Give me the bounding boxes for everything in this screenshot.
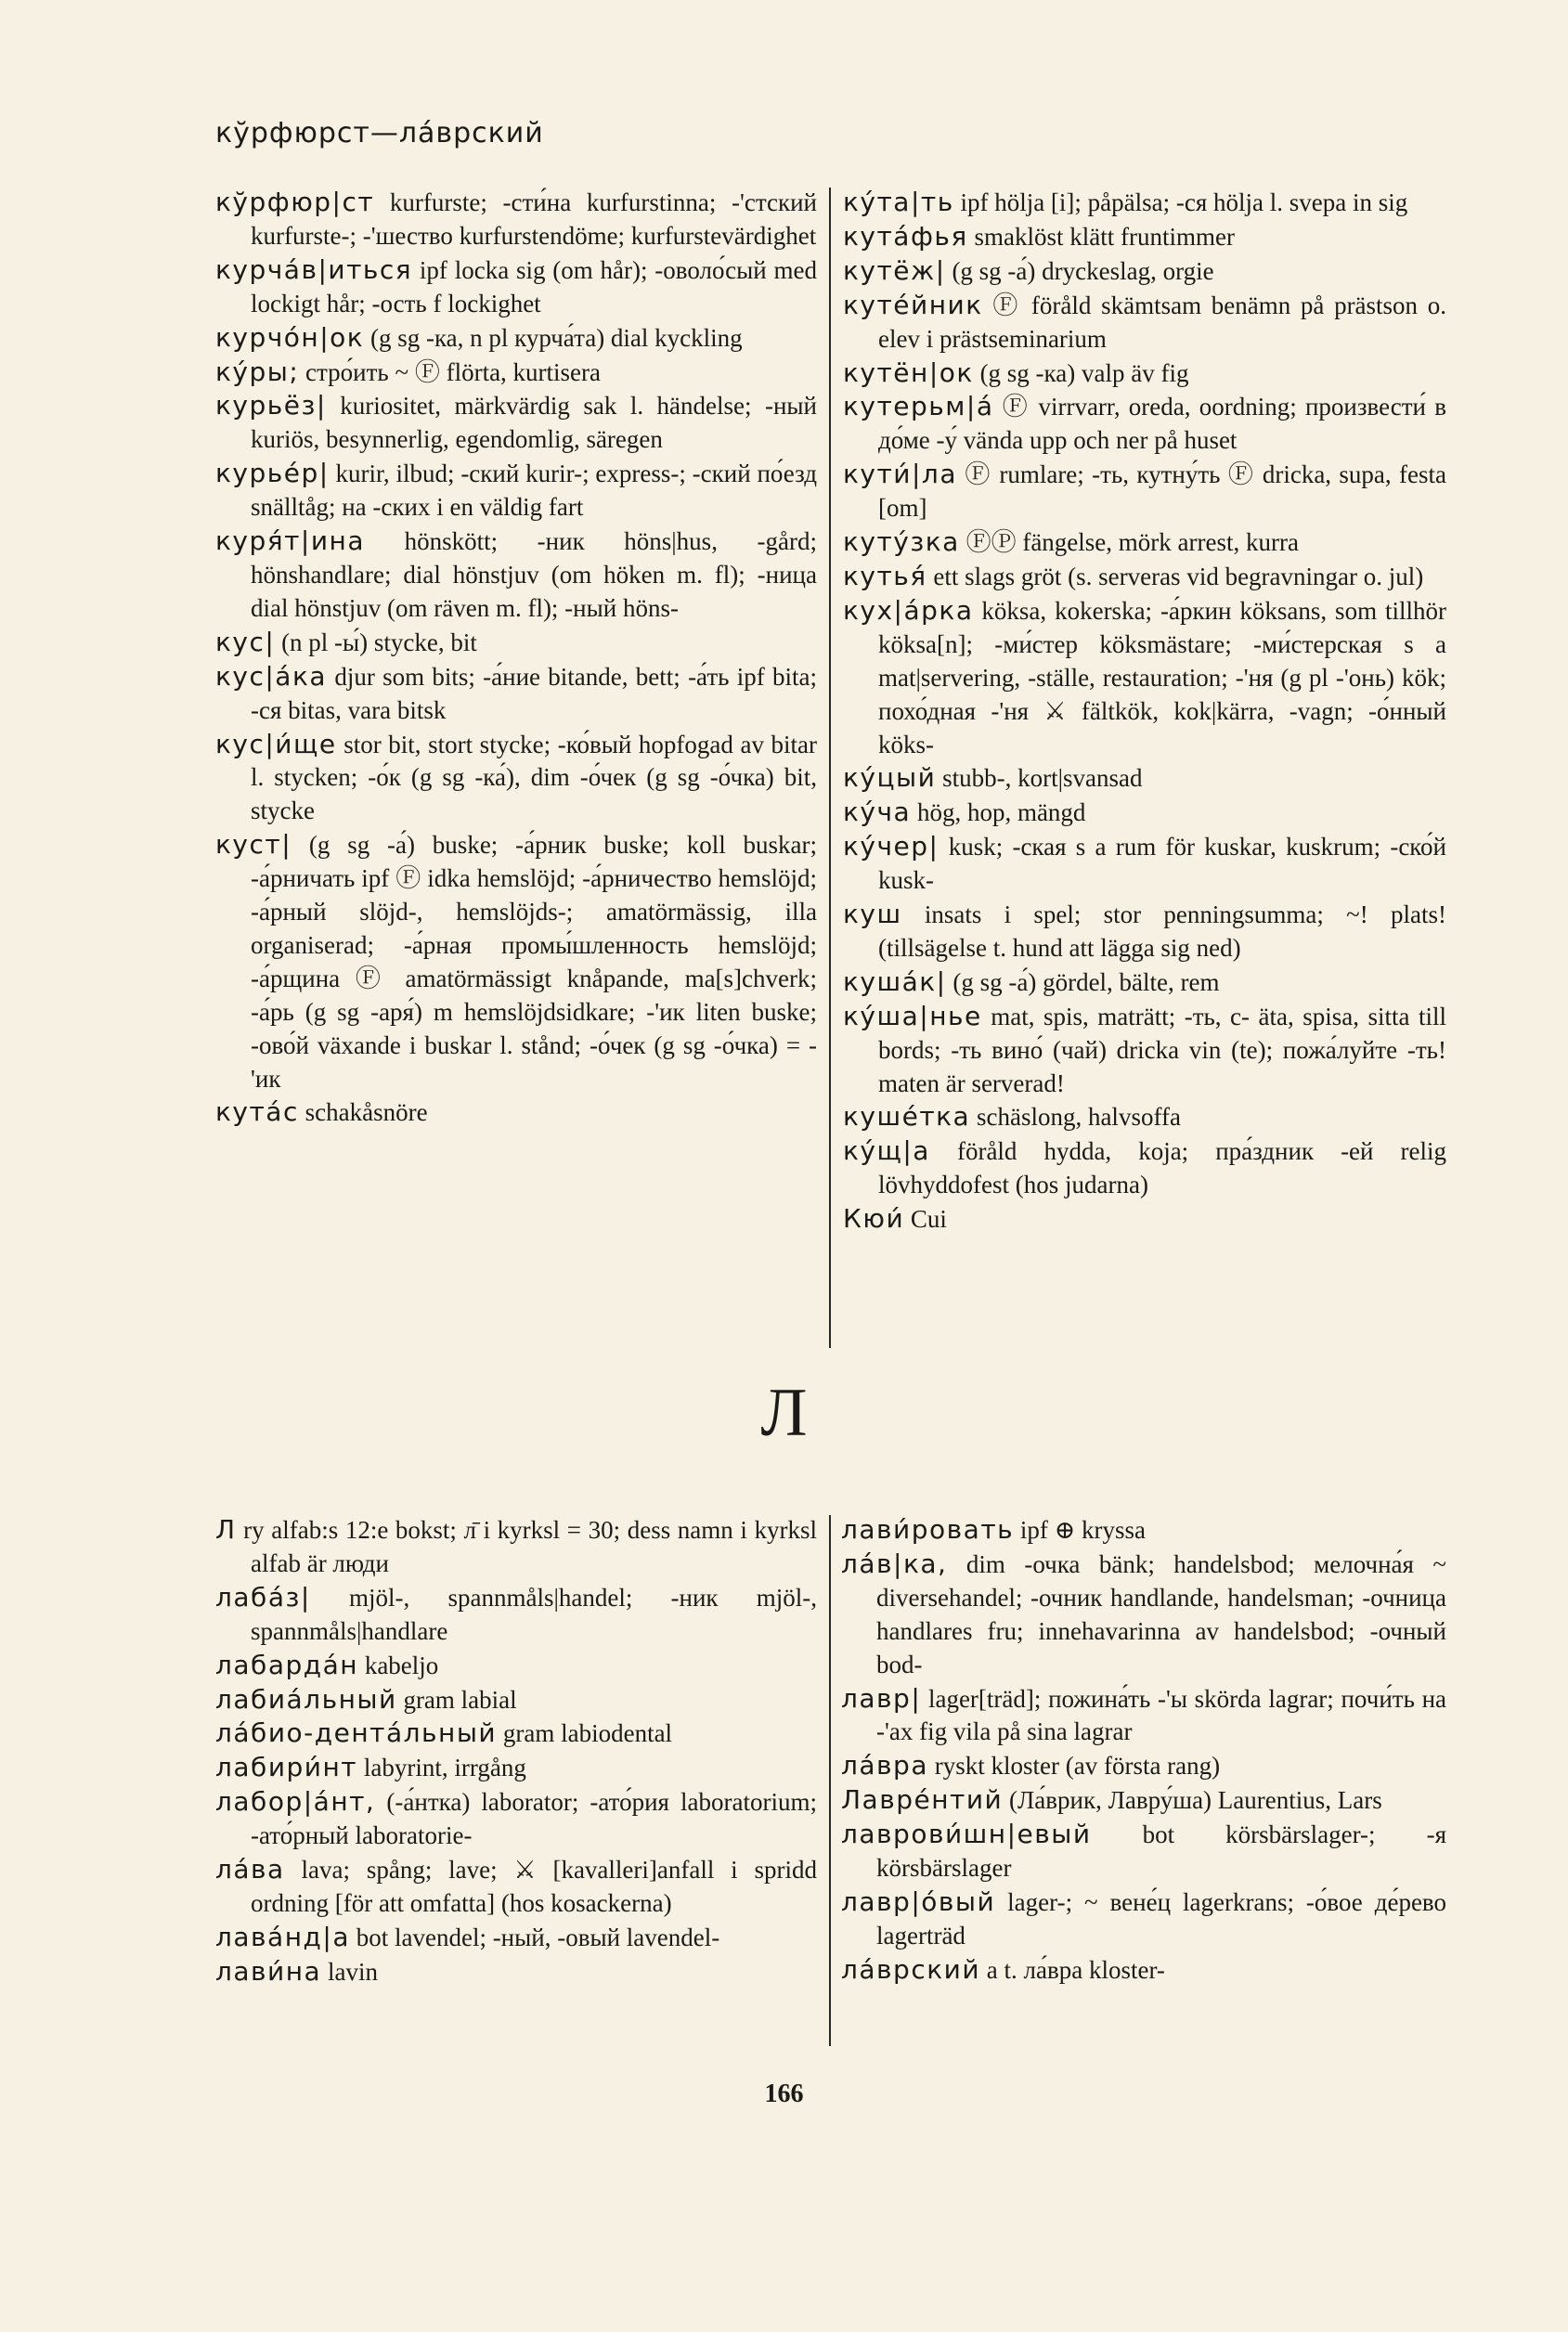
definition: labyrint, irrgång <box>357 1754 526 1782</box>
definition: stor bit, stort stycke; -ко́вый hopfogad av bitar l. stycken; -о́к (g sg -ка́), dim -о́чек (g sg -о́чка) bit, stycke <box>251 730 817 825</box>
definition: ipf ⊕ kryssa <box>1014 1516 1146 1544</box>
headword: кутён|ок <box>843 356 974 388</box>
dictionary-entry <box>215 186 817 253</box>
definition: (g sg -а́) dryckeslag, orgie <box>945 256 1214 285</box>
dictionary-entry <box>843 356 1446 391</box>
headword: кус| <box>215 626 276 657</box>
headword: кута́с <box>215 1096 299 1128</box>
dictionary-entry <box>841 1818 1446 1885</box>
headword: кух|а́рка <box>843 594 974 626</box>
headword: кутёж| <box>843 254 946 286</box>
headword: куш <box>843 899 902 930</box>
definition: ⒻⓅ fängelse, mörk arrest, kurra <box>959 528 1299 557</box>
definition: (g sg -а́) gördel, bälte, rem <box>946 967 1220 996</box>
dictionary-entry <box>843 186 1446 220</box>
definition: smaklöst klätt fruntimmer <box>967 222 1235 251</box>
dictionary-entry <box>841 1548 1446 1682</box>
definition: (g sg -ка) valp äv fig <box>973 358 1189 387</box>
definition: föråld hydda, koja; пра́здник -ей relig lövhyddofest (hos judarna) <box>878 1137 1446 1199</box>
headword: лавр|о́вый <box>841 1885 996 1917</box>
headword: куст| <box>215 829 292 861</box>
definition: köksa, kokerska; -а́ркин köksans, som tillhör köksa[n]; -ми́стер köksmästare; -ми́стерская s a mat|servering, -ställe, restauration; -'ня (g pl -'онь) kök; похо́дная -'ня ⚔ fältkök, kok|kärra, -vagn; -о́нный köks- <box>878 596 1446 758</box>
headword: Лавре́нтий <box>841 1784 1004 1816</box>
headword: кутья́ <box>843 560 927 591</box>
headword: лаба́з| <box>215 1581 311 1613</box>
headword: ку́цый <box>843 762 937 794</box>
dictionary-entry <box>843 289 1446 356</box>
dictionary-entry <box>841 1783 1446 1818</box>
headword: курчо́н|ок <box>215 321 365 353</box>
dictionary-entry <box>841 1513 1446 1548</box>
dictionary-entry <box>843 1202 1446 1237</box>
headword: лаврови́шн|евый <box>841 1819 1092 1850</box>
headword: лабиа́льный <box>215 1683 397 1715</box>
headword: куша́к| <box>843 965 947 997</box>
headword: куря́т|ина <box>215 525 366 557</box>
headword: ку́чер| <box>843 831 940 862</box>
dictionary-entry <box>215 660 817 728</box>
dictionary-entry <box>843 390 1446 458</box>
column-top-right <box>843 186 1446 1237</box>
definition: (g sg -ка, n pl курча́та) dial kyckling <box>364 323 743 352</box>
definition: Ⓕ virrvarr, oreda, oordning; произвести́ в до́ме -у́ vända upp och ner på huset <box>878 393 1446 455</box>
headword: лабири́нт <box>215 1752 358 1783</box>
definition: ry alfab:s 12:e bokst; л̄ i kyrksl = 30; dess namn i kyrksl alfab är люди <box>236 1516 817 1577</box>
headword: ла́ва <box>215 1854 285 1885</box>
definition: schakåsnöre <box>298 1098 428 1127</box>
headword: куте́йник <box>843 289 983 320</box>
page-number: 166 <box>764 2079 804 2108</box>
dictionary-entry <box>841 1953 1446 1988</box>
definition: lager[träd]; пожина́ть -'ы skörda lagrar; почи́ть на -'ах fig vila på sina lagrar <box>876 1684 1446 1746</box>
headword: лабор|а́нт, <box>215 1786 376 1818</box>
headword: кус|и́ще <box>215 728 337 759</box>
dictionary-entry <box>215 1853 817 1921</box>
definition: стро́ить ~ Ⓕ flörta, kurtisera <box>299 357 602 386</box>
dictionary-entry <box>843 1134 1446 1202</box>
definition: gram labiodental <box>497 1719 673 1748</box>
headword: кутерьм|а́ <box>843 391 994 422</box>
definition: mat, spis, maträtt; -ть, с- äta, spisa, sitta till bords; -ть вино́ (чай) dricka vin (te); пожа́луйте -ть! maten är serverad! <box>878 1002 1446 1097</box>
dictionary-entry <box>843 560 1446 594</box>
dictionary-entry <box>843 796 1446 830</box>
definition: lavin <box>321 1957 378 1986</box>
definition: bot lavendel; -ный, -овый lavendel- <box>349 1923 720 1951</box>
definition: kusk; -ская s a rum för kuskar, kuskrum; -ско́й kusk- <box>878 833 1446 895</box>
headword: кута́фья <box>843 220 968 252</box>
headword: ку́та|ть <box>843 187 954 217</box>
definition: (g sg -а́) buske; -а́рник buske; koll buskar; -а́рничать ipf Ⓕ idka hemslöjd; -а́рничество hemslöjd; -а́рный slöjd-, hemslöjds-; amatörmässig, illa organiserad; -а́рная промы́шленность hemslöjd; -а́рщина Ⓕ amatörmässigt knåpande, ma[s]chverk; -а́рь (g sg -аря́) m hemslöjdsidkare; -'ик liten buske; -ово́й växande i buskar l. stånd; -о́чек (g sg -о́чка) = -'ик <box>251 831 817 1093</box>
dictionary-entry <box>215 1513 817 1581</box>
definition: kuriositet, märkvärdig sak l. händelse; -ный kuriös, besynnerlig, egendomlig, säregen <box>251 392 817 454</box>
headword: куше́тка <box>843 1101 971 1133</box>
headword: куту́зка <box>843 526 960 558</box>
dictionary-entry <box>215 1683 817 1717</box>
dictionary-entry <box>843 761 1446 796</box>
dictionary-entry <box>215 321 817 356</box>
dictionary-entry <box>215 728 817 829</box>
definition: ett slags gröt (s. serveras vid begravningar o. jul) <box>927 562 1424 590</box>
column-bottom-left <box>215 1513 817 1989</box>
dictionary-entry <box>215 1921 817 1955</box>
dictionary-entry <box>841 1885 1446 1953</box>
headword: лабарда́н <box>215 1649 359 1680</box>
column-divider-top <box>829 188 831 1348</box>
definition: a t. ла́вра kloster- <box>980 1955 1165 1984</box>
definition: mjöl-, spannmåls|handel; -ник mjöl-, spannmåls|handlare <box>251 1583 817 1645</box>
dictionary-entry <box>215 828 817 1095</box>
headword: кус|а́ка <box>215 660 328 692</box>
definition: (Ла́врик, Лавру́ша) Laurentius, Lars <box>1003 1786 1382 1815</box>
column-divider-bottom <box>829 1515 831 2046</box>
dictionary-entry <box>215 389 817 457</box>
definition: (-а́нтка) laborator; -ато́рия laboratorium; -ато́рный laboratorie- <box>251 1788 817 1850</box>
dictionary-entry <box>215 1095 817 1130</box>
headword: ла́врский <box>841 1953 981 1985</box>
dictionary-entry <box>215 525 817 626</box>
headword: лавр| <box>841 1682 922 1714</box>
definition: ipf locka sig (om hår); -оволо́сый med lockigt hår; -ость f lockighet <box>251 255 817 317</box>
column-bottom-right <box>841 1513 1446 1988</box>
running-head: кўрфюрст—ла́врский <box>215 117 544 149</box>
definition: kabeljo <box>358 1651 439 1679</box>
definition: djur som bits; -а́ние bitande, bett; -а́ть ipf bita; -ся bitas, vara bitsk <box>251 662 817 724</box>
dictionary-entry <box>215 1751 817 1785</box>
definition: dim -очка bänk; handelsbod; мелочна́я ~ diversehandel; -очник handlande, handelsman; -очница handlares fru; innehavarinna av handelsbod; -очный bod- <box>876 1549 1446 1678</box>
dictionary-entry <box>841 1682 1446 1750</box>
headword: Л <box>215 1514 237 1545</box>
definition: Cui <box>904 1205 947 1234</box>
dictionary-entry <box>843 1100 1446 1134</box>
dictionary-entry <box>843 594 1446 762</box>
headword: ку́ча <box>843 797 912 828</box>
headword: ку́щ|а <box>843 1135 930 1167</box>
headword: кути́|ла <box>843 459 957 490</box>
dictionary-entry <box>843 965 1446 1000</box>
definition: hög, hop, mängd <box>911 798 1086 827</box>
definition: gram labial <box>396 1685 517 1714</box>
dictionary-entry <box>215 1581 817 1649</box>
dictionary-entry <box>215 253 817 321</box>
definition: lava; spång; lave; ⚔ [kavalleri]anfall i spridd ordning [för att omfatta] (hos kosackerna) <box>251 1856 817 1917</box>
headword: курье́р| <box>215 458 330 489</box>
dictionary-entry <box>843 458 1446 525</box>
dictionary-entry <box>843 898 1446 965</box>
headword: курча́в|иться <box>215 253 413 285</box>
headword: ла́био-дента́льный <box>215 1717 498 1749</box>
column-top-left <box>215 186 817 1130</box>
dictionary-entry <box>215 1955 817 1989</box>
dictionary-entry <box>843 1000 1446 1101</box>
headword: ла́в|ка, <box>841 1548 948 1579</box>
dictionary-entry <box>215 1649 817 1683</box>
headword: кўрфюр|ст <box>215 187 375 217</box>
dictionary-entry <box>215 1717 817 1751</box>
headword: лави́ровать <box>841 1514 1015 1545</box>
dictionary-entry <box>215 457 817 525</box>
dictionary-entry <box>215 626 817 660</box>
dictionary-entry <box>215 1785 817 1853</box>
dictionary-entry <box>843 254 1446 289</box>
headword: ку́ры; <box>215 356 300 387</box>
definition: Ⓕ rumlare; -ть, кутну́ть Ⓕ dricka, supa, festa [om] <box>878 460 1446 523</box>
definition: ryskt kloster (av första rang) <box>928 1752 1221 1781</box>
headword: курьёз| <box>215 390 327 421</box>
dictionary-entry <box>841 1749 1446 1783</box>
dictionary-entry <box>843 830 1446 898</box>
headword: лава́нд|а <box>215 1921 350 1952</box>
definition: hönskött; -ник höns|hus, -gård; hönshandlare; dial hönstjuv (om höken m. fl); -ница dial hönstjuv (om räven m. fl); -ный höns- <box>251 527 817 622</box>
headword: ла́вра <box>841 1750 928 1781</box>
definition: (n pl -ы́) stycke, bit <box>275 628 477 656</box>
dictionary-entry <box>215 356 817 390</box>
definition: schäslong, halvsoffa <box>970 1103 1181 1132</box>
dictionary-entry <box>843 220 1446 254</box>
headword: ку́ша|нье <box>843 1000 982 1031</box>
definition: stubb-, kort|svansad <box>936 764 1143 793</box>
definition: kurir, ilbud; -ский kurir-; express-; -ский по́езд snälltåg; на -ских i en väldig fart <box>251 460 817 522</box>
headword: лави́на <box>215 1955 322 1987</box>
definition: Ⓕ föråld skämtsam benämn på prästson o. elev i prästseminarium <box>878 291 1446 353</box>
dictionary-entry <box>843 525 1446 560</box>
definition: ipf hölja [i]; påpälsa; -ся hölja l. svepa in sig <box>953 188 1408 216</box>
section-letter: Л <box>760 1375 808 1451</box>
definition: bot körsbärslager-; -я körsbärslager <box>876 1820 1446 1883</box>
definition: kurfurste; -сти́на kurfurstinna; -'стский kurfurste-; -'шество kurfurstendöme; kurfurstevärdighet <box>251 188 817 250</box>
definition: insats i spel; stor penningsumma; ~! plats! (tillsägelse t. hund att lägga sig ned) <box>878 900 1446 962</box>
headword: Кюи́ <box>843 1203 905 1235</box>
definition: lager-; ~ вене́ц lagerkrans; -о́вое де́рево lagerträd <box>876 1887 1446 1950</box>
